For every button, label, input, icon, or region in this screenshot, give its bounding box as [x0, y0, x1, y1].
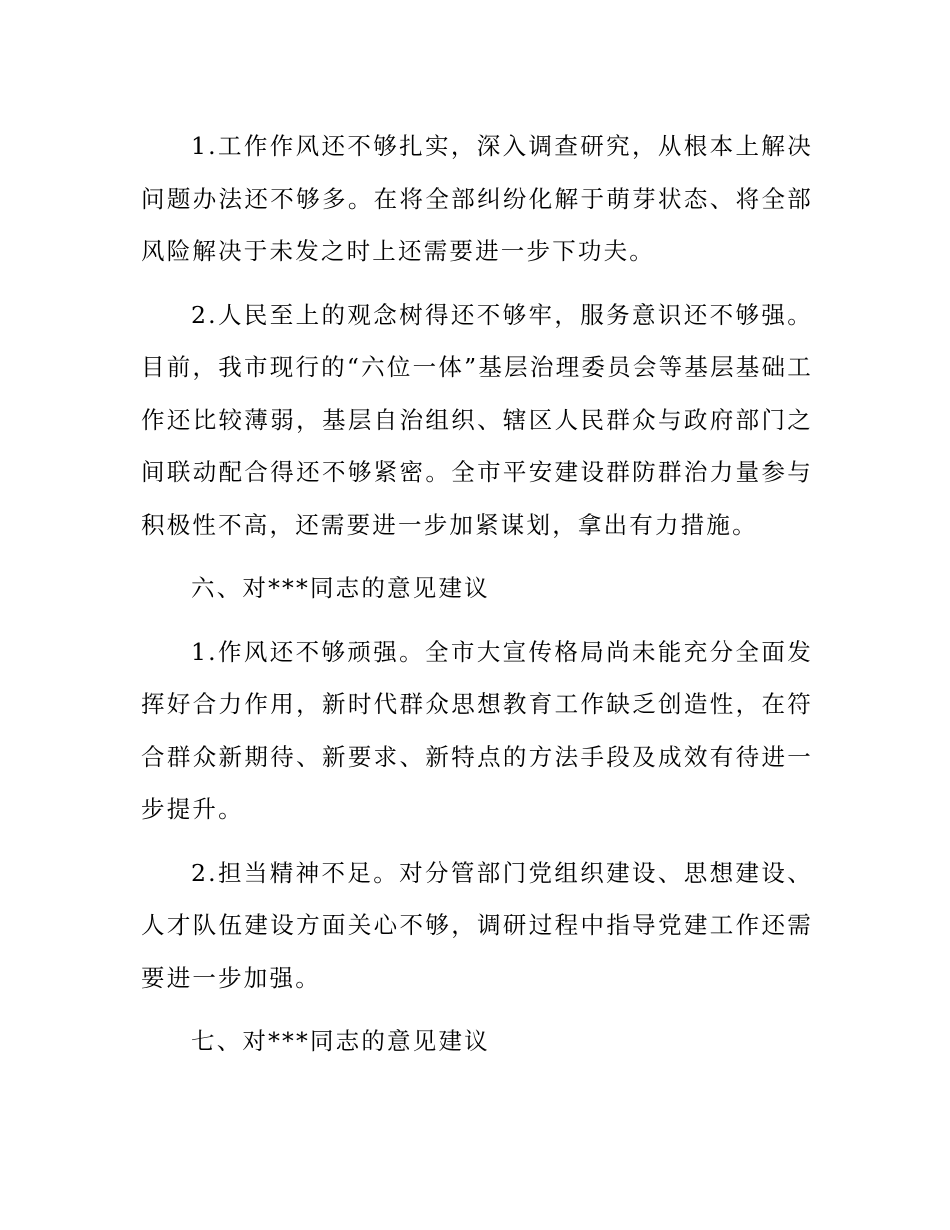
- paragraph-1: 1.工作作风还不够扎实，深入调查研究，从根本上解决问题办法还不够多。在将全部纠纷化解于萌芽状态、将全部风险解决于未发之时上还需要进一步下功夫。: [141, 132, 813, 265]
- paragraph-3: 1.作风还不够顽强。全市大宣传格局尚未能充分全面发挥好合力作用，新时代群众思想教育工作缺乏创造性，在符合群众新期待、新要求、新特点的方法手段及成效有待进一步提升。: [141, 637, 813, 823]
- section-heading-six: 六、对***同志的意见建议: [191, 574, 490, 602]
- paragraph-2: 2.人民至上的观念树得还不够牢，服务意识还不够强。目前，我市现行的“六位一体”基层治理委员会等基层基础工作还比较薄弱，基层自治组织、辖区人民群众与政府部门之间联动配合得还不够紧密。全市平安建设群防群治力量参与积极性不高，还需要进一步加紧谋划，拿出有力措施。: [141, 300, 813, 539]
- section-heading-seven: 七、对***同志的意见建议: [191, 1027, 490, 1055]
- paragraph-4: 2.担当精神不足。对分管部门党组织建设、思想建设、人才队伍建设方面关心不够，调研过程中指导党建工作还需要进一步加强。: [141, 858, 813, 992]
- document-body: [141, 120, 813, 1079]
